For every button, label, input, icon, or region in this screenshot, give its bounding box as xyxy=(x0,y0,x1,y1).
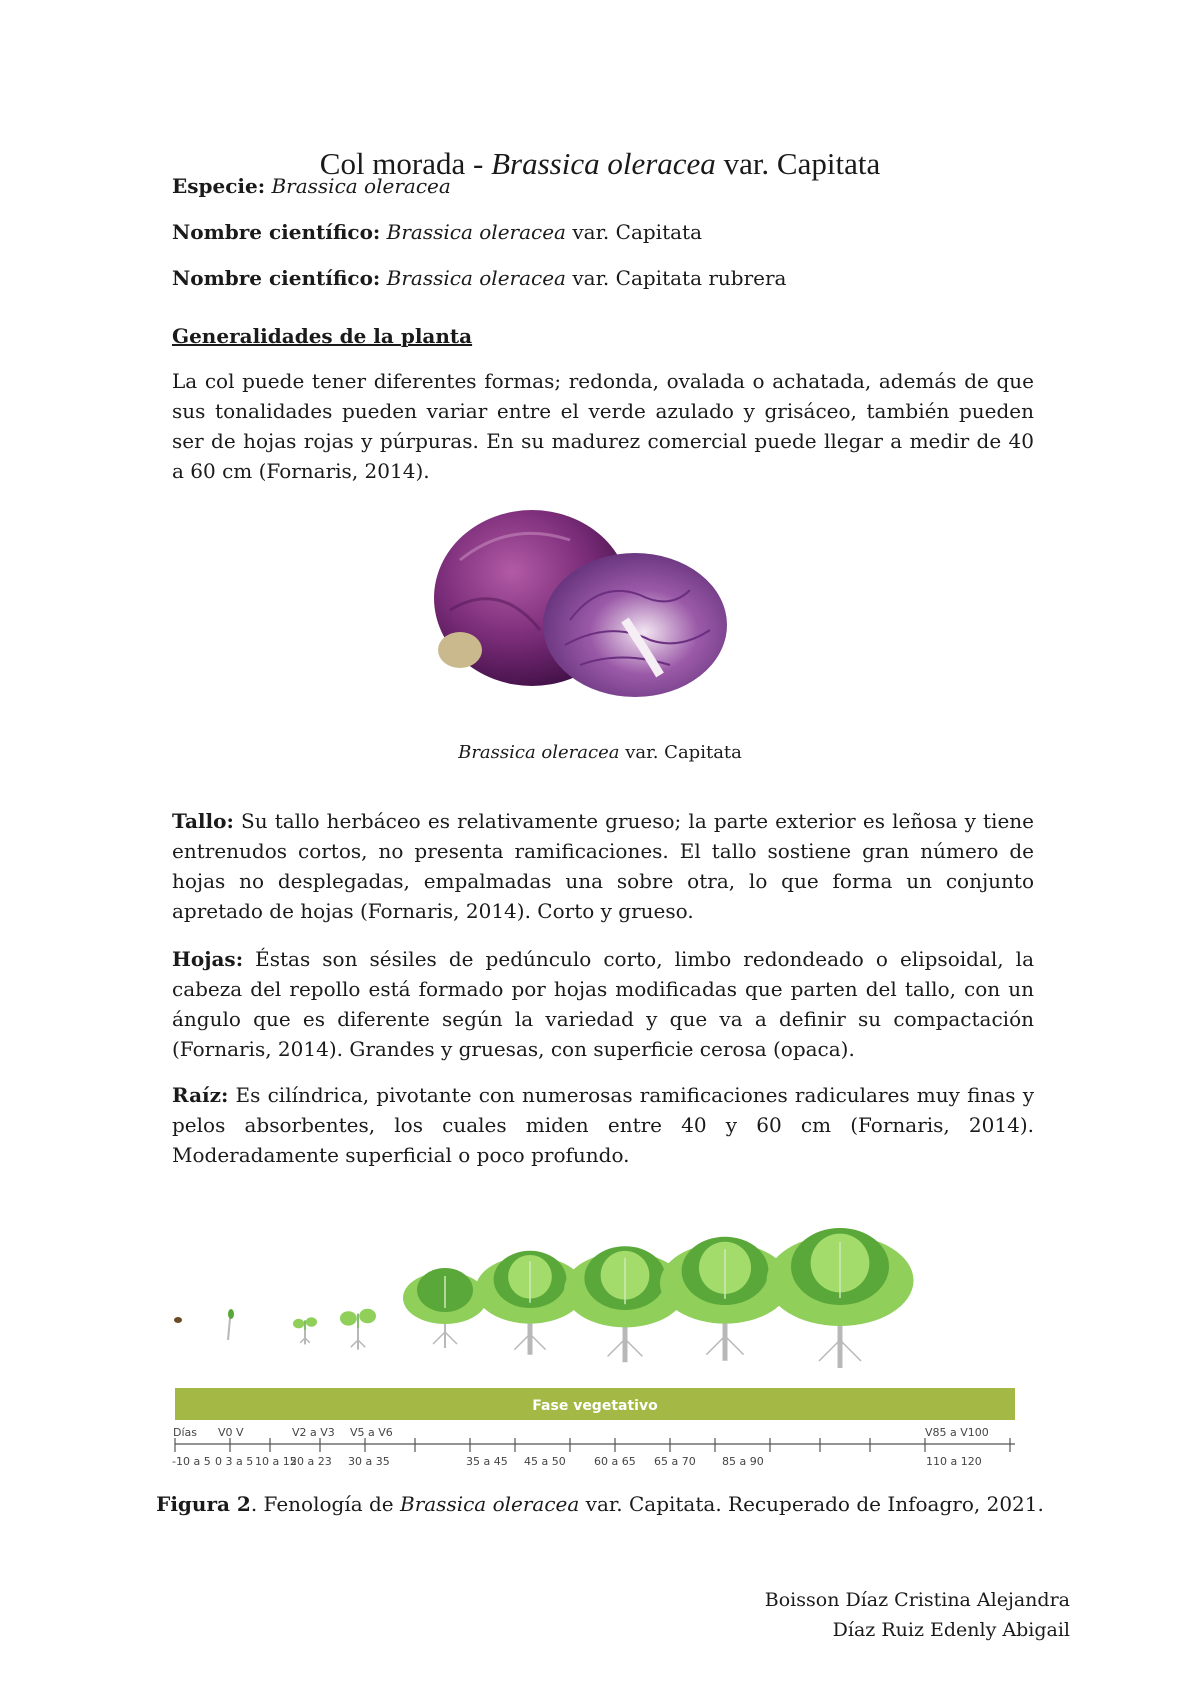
red-cabbage-image xyxy=(420,500,740,700)
figure-caption-label: Figura 2 xyxy=(156,1492,251,1516)
axis-day-range: 10 a 15 xyxy=(255,1455,297,1468)
axis-day-range: 30 a 35 xyxy=(348,1455,390,1468)
plant-stage-2 xyxy=(340,1309,376,1350)
image-caption xyxy=(0,740,1200,766)
hojas-label: Hojas: xyxy=(172,947,244,971)
field-value: var. Capitata xyxy=(565,220,702,244)
field-nombre-cientifico xyxy=(172,218,702,246)
paragraph-tallo xyxy=(172,806,1034,926)
phenology-axis xyxy=(172,1426,1015,1468)
axis-day-range: 110 a 120 xyxy=(926,1455,982,1468)
section-heading: Generalidades de la planta xyxy=(172,324,473,348)
axis-day-range: 85 a 90 xyxy=(722,1455,764,1468)
title-variety: var. Capitata xyxy=(715,146,881,181)
tallo-text: Su tallo herbáceo es relativamente grueso; la parte exterior es leñosa y tiene entrenudos cortos, no presenta ramificaciones. El tallo sostiene gran número de hojas no desplegadas, empalmadas una sobre otra, lo que forma un conjunto apretado de hojas (Fornaris, 2014). Corto y grueso. xyxy=(172,809,1034,923)
title-common-name: Col morada - xyxy=(319,146,492,181)
plant-stage-1 xyxy=(293,1317,317,1344)
axis-day-range: 35 a 45 xyxy=(466,1455,508,1468)
axis-stage-label: V2 a V3 xyxy=(292,1426,335,1439)
phenology-figure xyxy=(170,1200,1020,1490)
caption-italic: Brassica oleracea xyxy=(458,742,620,763)
figure-caption-text: . Fenología de xyxy=(250,1492,400,1516)
axis-day-range: -10 a 5 xyxy=(172,1455,211,1468)
field-label: Nombre científico: xyxy=(172,220,381,244)
tallo-label: Tallo: xyxy=(172,809,234,833)
axis-day-range: 65 a 70 xyxy=(654,1455,696,1468)
figure-caption-text-2: var. Capitata. Recuperado de Infoagro, 2021. xyxy=(579,1492,1044,1516)
axis-day-range: 60 a 65 xyxy=(594,1455,636,1468)
field-label: Nombre científico: xyxy=(172,266,381,290)
paragraph-raiz xyxy=(172,1080,1034,1170)
axis-days-label: Días xyxy=(173,1426,197,1439)
field-nombre-cientifico-2 xyxy=(172,264,786,292)
plant-stage-6 xyxy=(660,1237,790,1361)
axis-day-range: 0 3 a 5 xyxy=(215,1455,254,1468)
axis-day-range: 45 a 50 xyxy=(524,1455,566,1468)
plant-stage-7 xyxy=(767,1228,914,1368)
raiz-text: Es cilíndrica, pivotante con numerosas ramificaciones radiculares muy finas y pelos absorbentes, los cuales miden entre 40 y 60 cm (Fornaris, 2014). Moderadamente superficial o poco profundo. xyxy=(172,1083,1034,1167)
axis-stage-label: V5 a V6 xyxy=(350,1426,393,1439)
author-2: Díaz Ruiz Edenly Abigail xyxy=(832,1619,1070,1641)
hojas-text: Éstas son sésiles de pedúnculo corto, limbo redondeado o elipsoidal, la cabeza del repollo está formado por hojas modificadas que parten del tallo, con un ángulo que es diferente según la variedad y que va a definir su compactación (Fornaris, 2014). Grandes y gruesas, con superficie cerosa (opaca). xyxy=(172,947,1034,1061)
figure-caption-italic: Brassica oleracea xyxy=(400,1492,580,1516)
field-value-italic: Brassica oleracea xyxy=(386,220,566,244)
author-1: Boisson Díaz Cristina Alejandra xyxy=(764,1589,1070,1611)
field-value: var. Capitata rubrera xyxy=(565,266,787,290)
paragraph-generalidades: La col puede tener diferentes formas; redonda, ovalada o achatada, además de que sus tonalidades pueden variar entre el verde azulado y grisáceo, también pueden ser de hojas rojas y púrpuras. En su madurez comercial puede llegar a medir de 40 a 60 cm (Fornaris, 2014). xyxy=(172,369,1034,483)
axis-stage-label: V85 a V100 xyxy=(925,1426,989,1439)
field-especie xyxy=(172,172,451,200)
figure-caption xyxy=(0,1490,1200,1518)
plant-stage-3 xyxy=(403,1268,487,1348)
raiz-label: Raíz: xyxy=(172,1083,229,1107)
axis-stage-label: V0 V xyxy=(218,1426,244,1439)
phase-band-label: Fase vegetativo xyxy=(532,1398,658,1414)
field-value-italic: Brassica oleracea xyxy=(386,266,566,290)
caption-text: var. Capitata xyxy=(619,742,742,763)
axis-day-range: 20 a 23 xyxy=(290,1455,332,1468)
plant-stages xyxy=(174,1228,914,1368)
seed-stage xyxy=(174,1317,182,1323)
field-label: Especie: xyxy=(172,174,266,198)
authors xyxy=(765,1585,1070,1645)
plant-stage-5 xyxy=(564,1246,686,1362)
title-scientific-name: Brassica oleracea xyxy=(491,146,716,181)
sprout-stage xyxy=(228,1318,230,1340)
paragraph-hojas xyxy=(172,944,1034,1064)
field-value-italic: Brassica oleracea xyxy=(271,174,451,198)
